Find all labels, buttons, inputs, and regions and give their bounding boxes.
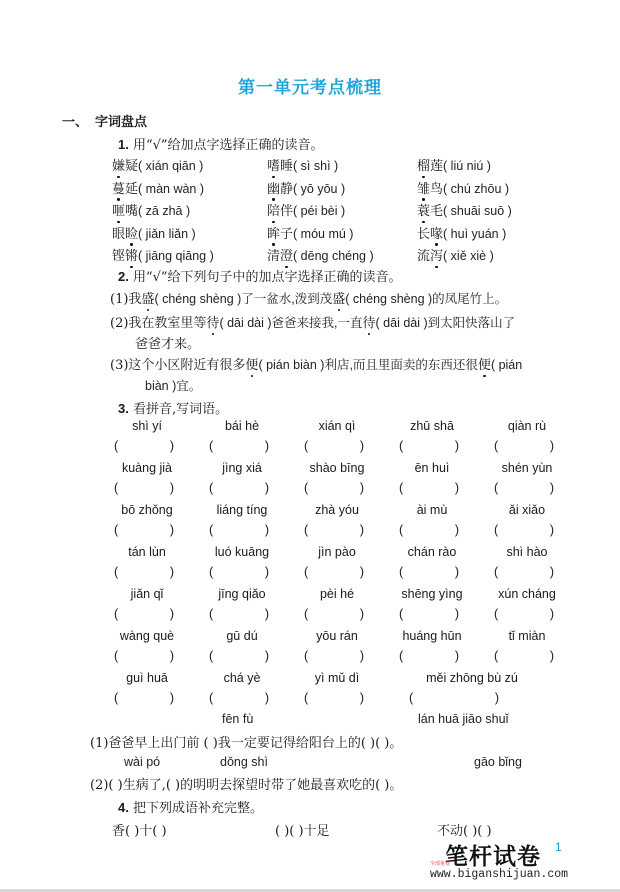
idiom-2[interactable]: ( )( )十足 [275, 824, 330, 839]
section-title: 字词盘点 [95, 115, 148, 130]
watermark-tag: 全部免费 [430, 861, 451, 867]
answer-blank[interactable]: ( ) [209, 649, 269, 663]
question-3 [118, 398, 228, 417]
pinyin-label: bái hè [224, 419, 260, 433]
pinyin-label: ēn huì [414, 461, 450, 475]
q1-item[interactable]: 幽静( yō yōu ) [267, 178, 345, 197]
pinyin-label: zhà yóu [315, 503, 359, 517]
pinyin-label: jìn pào [318, 545, 356, 559]
pinyin-label: yì mǔ dì [314, 671, 360, 685]
q2-sentence-3-cont: biàn )宜。 [145, 379, 202, 393]
answer-blank[interactable]: ( ) [399, 439, 459, 453]
answer-blank[interactable]: ( ) [399, 523, 459, 537]
answer-blank[interactable]: ( ) [209, 439, 269, 453]
pinyin-label: bō zhǒng [121, 503, 173, 517]
answer-blank[interactable]: ( ) [399, 481, 459, 495]
pinyin-label: guì huā [126, 671, 168, 685]
q1-item[interactable]: 流泻( xiě xiè ) [417, 245, 494, 264]
pinyin-label: shì yí [132, 419, 162, 433]
answer-blank[interactable]: ( ) [304, 649, 364, 663]
pinyin-label: tán lùn [128, 545, 166, 559]
answer-blank[interactable]: ( ) [399, 607, 459, 621]
answer-blank[interactable]: ( ) [399, 649, 459, 663]
answer-blank[interactable]: ( ) [304, 565, 364, 579]
answer-blank[interactable]: ( ) [494, 649, 554, 663]
q3-s2-pinyin-2: dǒng shì [220, 755, 268, 769]
q1-item[interactable]: 嫌疑( xián qiān ) [112, 155, 203, 174]
pinyin-label: tǐ miàn [508, 629, 546, 643]
question-1 [118, 134, 324, 153]
q1-item[interactable]: 眸子( móu mú ) [267, 223, 353, 242]
pinyin-label: wàng què [119, 629, 175, 643]
answer-blank[interactable]: ( ) [304, 607, 364, 621]
question-number: 3. [118, 401, 129, 416]
question-number: 2. [118, 269, 129, 284]
pinyin-label: shì hào [506, 545, 548, 559]
q1-item[interactable]: 雏鸟( chú zhōu ) [417, 178, 509, 197]
answer-blank[interactable]: ( ) [114, 649, 174, 663]
q2-sentence-2: (2)我在教室里等待( dāi dài )爸爸来接我,一直待( dāi dài )到太阳快落山了 [110, 312, 515, 331]
answer-blank[interactable]: ( ) [304, 481, 364, 495]
pinyin-label: měi zhōng bù zú [426, 671, 518, 685]
q2-sentence-3: (3)这个小区附近有很多便( pián biàn )利店,而且里面卖的东西还很便( pián [110, 354, 522, 373]
answer-blank[interactable]: ( ) [399, 565, 459, 579]
q1-item[interactable]: 眼睑( jiǎn liǎn ) [112, 223, 196, 242]
q3-sentence-2[interactable]: (2)( )生病了,( )的明明去探望时带了她最喜欢吃的( )。 [90, 778, 403, 793]
pinyin-label: huáng hūn [402, 629, 462, 643]
answer-blank[interactable]: ( ) [114, 565, 174, 579]
pinyin-label: shén yùn [501, 461, 553, 475]
pinyin-label: gū dú [226, 629, 258, 643]
answer-blank[interactable]: ( ) [494, 481, 554, 495]
pinyin-label: xún cháng [498, 587, 556, 601]
answer-blank[interactable]: ( ) [494, 565, 554, 579]
pinyin-label: pèi hé [319, 587, 355, 601]
question-prompt: 用“√”给下列句子中的加点字选择正确的读音。 [132, 270, 402, 285]
answer-blank[interactable]: ( ) [114, 439, 174, 453]
pinyin-label: yōu rán [316, 629, 358, 643]
pinyin-label: zhū shā [410, 419, 454, 433]
page-number: 1 [555, 840, 562, 854]
answer-blank[interactable]: ( ) [304, 523, 364, 537]
answer-blank[interactable]: ( ) [114, 607, 174, 621]
q1-item[interactable]: 榴莲( liú niú ) [417, 155, 491, 174]
idiom-3[interactable]: 不动( )( ) [437, 824, 492, 839]
page-title: 第一单元考点梳理 [238, 78, 382, 98]
answer-blank[interactable]: ( ) [494, 607, 554, 621]
pinyin-label: jiǎn qǐ [130, 587, 164, 601]
idiom-1[interactable]: 香( )十( ) [112, 824, 167, 839]
watermark-logo: 笔杆试卷 [445, 844, 541, 870]
question-prompt: 看拼音,写词语。 [132, 402, 229, 417]
answer-blank[interactable]: ( ) [209, 481, 269, 495]
pinyin-label: ài mù [416, 503, 448, 517]
q1-item[interactable]: 清澄( dēng chéng ) [267, 245, 374, 264]
q3-s1-pinyin-2: lán huā jiāo shuǐ [418, 712, 509, 726]
pinyin-label: liáng tíng [216, 503, 268, 517]
answer-blank[interactable]: ( ) [209, 565, 269, 579]
q3-s2-pinyin-3: gāo bǐng [474, 755, 522, 769]
pinyin-label: chán rào [407, 545, 457, 559]
answer-blank[interactable]: ( ) [409, 691, 499, 705]
answer-blank[interactable]: ( ) [494, 439, 554, 453]
q1-item[interactable]: 咂嘴( zā zhā ) [112, 200, 190, 219]
pinyin-label: ǎi xiǎo [508, 503, 546, 517]
question-prompt: 用“√”给加点字选择正确的读音。 [132, 138, 324, 153]
answer-blank[interactable]: ( ) [209, 607, 269, 621]
section-number: 一、 [62, 115, 89, 130]
q1-item[interactable]: 嗜睡( sì shì ) [267, 155, 338, 174]
question-prompt: 把下列成语补充完整。 [132, 801, 263, 816]
watermark-url: www.biganshijuan.com [430, 868, 569, 881]
answer-blank[interactable]: ( ) [114, 523, 174, 537]
pinyin-label: jìng xiá [222, 461, 262, 475]
q2-sentence-2-cont: 爸爸才来。 [135, 337, 201, 352]
q2-sentence-1: (1)我盛( chéng shèng )了一盆水,泼到茂盛( chéng shèng )的凤尾竹上。 [110, 288, 507, 307]
q1-item[interactable]: 长喙( huì yuán ) [417, 223, 506, 242]
q1-item[interactable]: 铿锵( jiāng qiāng ) [112, 245, 214, 264]
answer-blank[interactable]: ( ) [114, 691, 174, 705]
answer-blank[interactable]: ( ) [209, 523, 269, 537]
pinyin-label: shēng yìng [401, 587, 463, 601]
pinyin-label: shào bīng [309, 461, 365, 475]
question-number: 1. [118, 137, 129, 152]
q1-item[interactable]: 蔓延( màn wàn ) [112, 178, 204, 197]
q3-sentence-1[interactable]: (1)爸爸早上出门前 ( )我一定要记得给阳台上的( )( )。 [90, 736, 403, 751]
answer-blank[interactable]: ( ) [494, 523, 554, 537]
q3-s2-pinyin-1: wài pó [124, 755, 161, 769]
pinyin-label: chá yè [223, 671, 261, 685]
q3-s1-pinyin-1: fēn fù [222, 712, 254, 726]
answer-blank[interactable]: ( ) [304, 439, 364, 453]
answer-blank[interactable]: ( ) [114, 481, 174, 495]
question-2 [118, 266, 402, 285]
q1-item[interactable]: 蓑毛( shuāi suō ) [417, 200, 512, 219]
question-4 [118, 797, 263, 816]
pinyin-label: qiàn rù [507, 419, 547, 433]
answer-blank[interactable]: ( ) [304, 691, 364, 705]
pinyin-label: xián qì [318, 419, 356, 433]
pinyin-label: jīng qiǎo [218, 587, 266, 601]
answer-blank[interactable]: ( ) [209, 691, 269, 705]
question-number: 4. [118, 800, 129, 815]
pinyin-label: kuàng jià [121, 461, 173, 475]
q1-item[interactable]: 陪伴( péi bèi ) [267, 200, 345, 219]
pinyin-label: luó kuāng [214, 545, 270, 559]
